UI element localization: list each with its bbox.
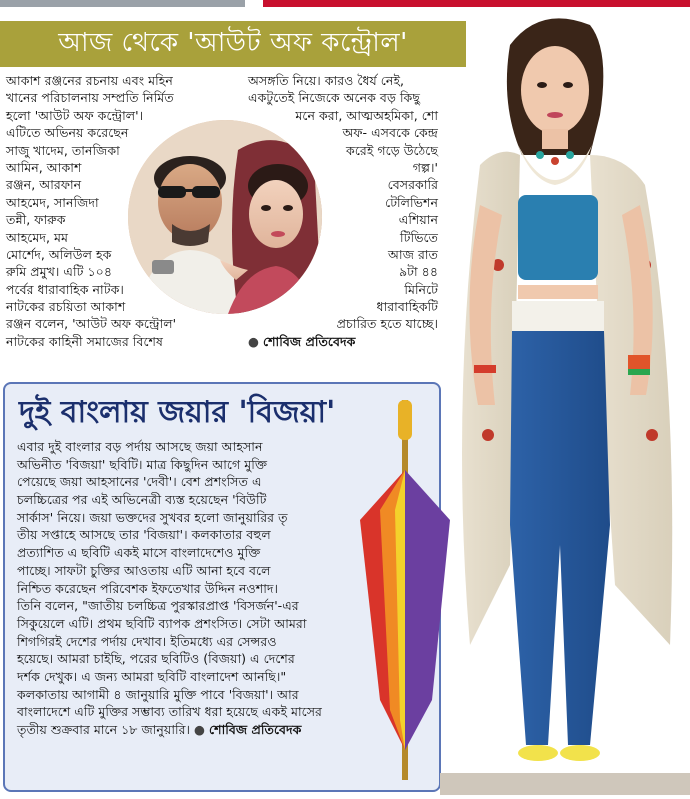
story1-line: আজ রাত [388, 246, 438, 262]
story2-line: শিগগিরই দেশের পর্দায় দেখাব। ইতিমধ্যে এর সেন্সরও [17, 633, 277, 649]
story2-line: এবার দুই বাংলার বড় পর্দায় আসছে জয়া আহসান [17, 439, 263, 454]
story2-line: বাংলাদেশে এটি মুক্তির সম্ভাব্য তারিখ ধরা হয়েছে একই মাসের [17, 704, 322, 720]
headline-out-of-control: আজ থেকে 'আউট অফ কন্ট্রোল' [58, 28, 408, 58]
story2-line: নিশ্চিত করেছেন পরিবেশক ইফতেখার উদ্দিন নওশাদ। [17, 580, 278, 596]
story1-line: অসঙ্গতি নিয়ে। কারও ধৈর্য নেই, [248, 73, 404, 88]
story1-line: মনে করা, আত্মঅহমিকা, শো [295, 107, 438, 123]
story2-line: প্রত্যাশিত এ ছবিটি একই মাসে বাংলাদেশেও মুক্তি [17, 545, 261, 561]
story1-line: অফ- এসবকে কেন্দ্র [342, 125, 438, 141]
story2-line: সার্কাস' নিয়ে। জয়া ভক্তদের সুখবর হলো জানুয়ারির তৃ [17, 509, 288, 525]
story1-line: ধারাবাহিকটি [376, 299, 438, 315]
story2-body [17, 438, 322, 739]
story1-line: ৯টা ৪৪ [398, 264, 438, 280]
headline-banner [0, 21, 466, 67]
story1-line: প্রচারিত হতে যাচ্ছে। [336, 316, 438, 332]
story1-line: মিনিটে [404, 281, 438, 297]
story1-line: হলো 'আউট অফ কন্ট্রোল'। [6, 107, 144, 123]
headline-bijoya: দুই বাংলায় জয়ার 'বিজয়া' [19, 395, 336, 430]
story1-byline [248, 333, 438, 350]
story1-line: মোর্শেদ, অলিউল হক [6, 246, 112, 262]
top-rule-grey [0, 0, 245, 7]
story1-line: একটুতেই নিজেকে অনেক বড় কিছু [248, 90, 420, 106]
story2-line: সিকুয়েলে এটি। প্রথম ছবিটি ব্যাপক প্রশংসিত। সেটা আমরা [17, 615, 307, 631]
story1-line: টেলিভিশন [385, 194, 438, 210]
story2-line: তিনি বলেন, "জাতীয় চলচ্চিত্র পুরস্কারপ্রাপ্ত 'বিসর্জন'-এর [17, 598, 299, 614]
story1-line: আহমেদ, মম [6, 229, 68, 245]
actors-photo-illustration [128, 120, 322, 314]
model-illustration [440, 5, 690, 795]
rainbow-umbrella-illustration [350, 400, 460, 790]
bullet-icon: ● [194, 722, 206, 737]
story2-line-last [17, 721, 322, 739]
story2-line: চলচ্চিত্রের পর এই অভিনেত্রী ব্যস্ত হয়েছেন 'বিউটি [17, 492, 267, 508]
story2-line: তৃতীয় শুক্রবার মানে ১৮ জানুয়ারি। [17, 722, 191, 737]
story1-line: এটিতে অভিনয় করেছেন [6, 125, 129, 141]
story2-line: কলকাতায় আগামী ৪ জানুয়ারি মুক্তি পাবে 'বিজয়া'। আর [17, 686, 299, 702]
story1-line: নাটকের রচয়িতা আকাশ [6, 299, 126, 315]
story2-line: পেয়েছে জয়া আহসানের 'দেবী'। বেশ প্রশংসিত এ [17, 474, 262, 490]
story1-line: রুমি প্রমুখ। এটি ১০৪ [6, 264, 113, 280]
story1-line: আকাশ রঞ্জনের রচনায় এবং মহিন [6, 73, 173, 88]
story2-line: অভিনীত 'বিজয়া' ছবিটি। মাত্র কিছুদিন আগে মুক্তি [17, 456, 268, 472]
story1-line: করেই গড়ে উঠেছে [346, 142, 438, 158]
bullet-icon: ● [248, 333, 263, 349]
model-photo [440, 5, 690, 795]
story2-line: দর্শক দেখুক। এ জন্য আমরা ছবিটি বাংলাদেশ আনছি।" [17, 668, 287, 684]
byline-text: শোবিজ প্রতিবেদক [209, 722, 302, 737]
story1-line: আমিন, আকাশ [6, 159, 82, 175]
story1-line: গল্প।' [412, 159, 438, 175]
byline-text: শোবিজ প্রতিবেদক [263, 333, 356, 349]
story1-line: সাজু খাদেম, তানজিকা [6, 142, 120, 158]
story2-line: তীয় সপ্তাহে আসছে তার 'বিজয়া'। কলকাতার বহুল [17, 527, 271, 543]
story2-line: পাচ্ছে। সাফটা চুক্তির আওতায় এটি আনা হবে বলে [17, 562, 271, 578]
story1-line: নাটকের কাহিনী সমাজের বিশেষ [6, 333, 163, 349]
story1-line: খানের পরিচালনায় সম্প্রতি নির্মিত [6, 90, 174, 106]
story1-line: রঞ্জন, আরফান [6, 177, 82, 193]
story1-line: আহমেদ, সানজিদা [6, 194, 99, 210]
story1-line: বেসরকারি [387, 177, 438, 193]
story1-line: পর্বের ধারাবাহিক নাটক। [6, 281, 124, 297]
story1-line: টিভিতে [400, 229, 438, 245]
story2-line: হয়েছে। আমরা চাইছি, পরের ছবিটিও (বিজয়া) এ দেশের [17, 651, 295, 667]
story1-line: রঞ্জন বলেন, 'আউট অফ কন্ট্রোল' [6, 316, 177, 332]
story1-line: তন্নী, ফারুক [6, 212, 66, 228]
story1-line: এশিয়ান [398, 212, 438, 228]
actors-photo-circle [126, 118, 324, 316]
